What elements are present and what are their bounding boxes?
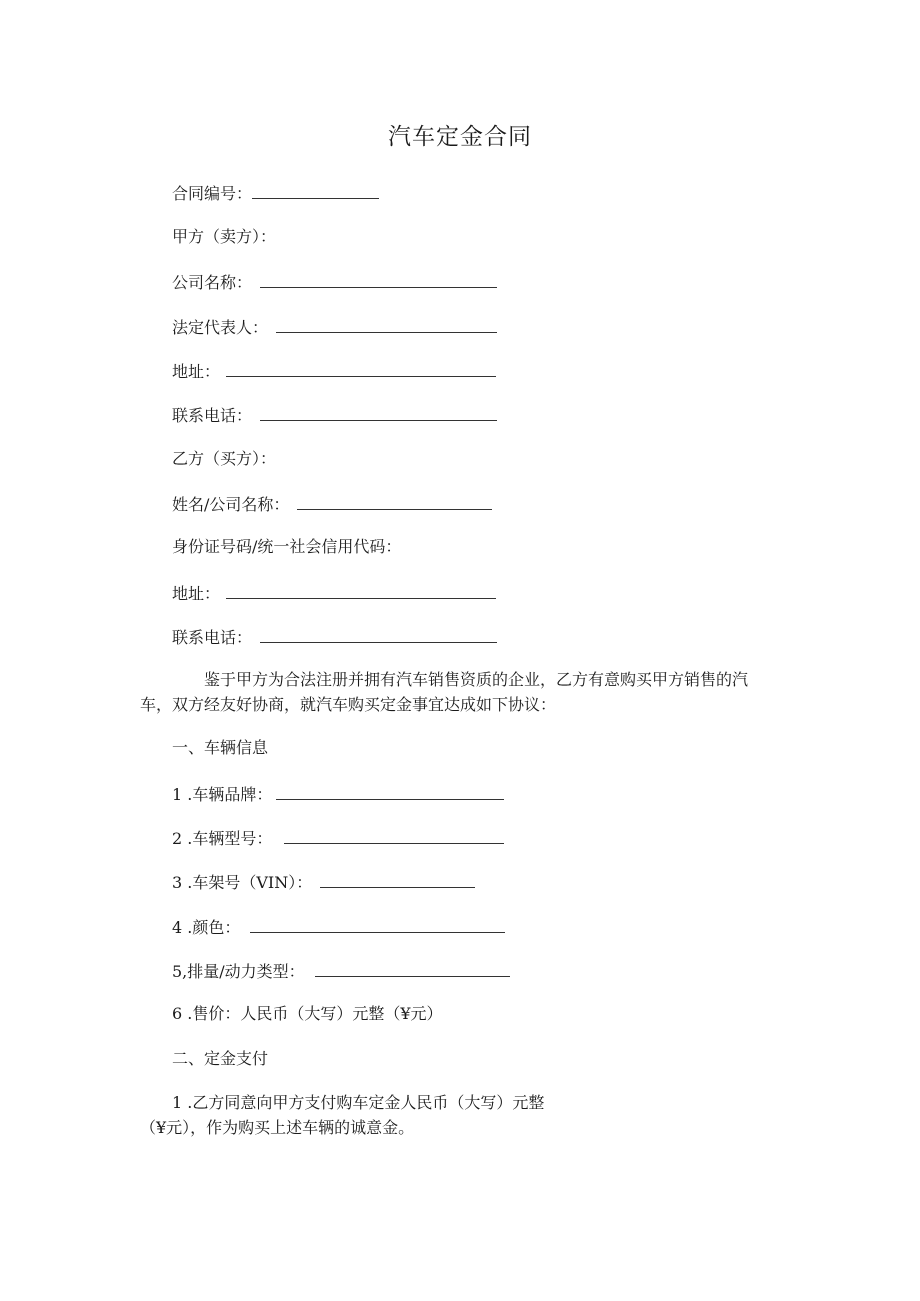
price-row: 6 .售价：人民币（大写）元整（¥元） xyxy=(172,1004,443,1023)
a-address-row xyxy=(172,360,496,382)
a-company-label: 公司名称： xyxy=(172,273,253,292)
b-address-blank[interactable] xyxy=(226,582,496,599)
a-address-label: 地址： xyxy=(172,362,221,381)
a-rep-blank[interactable] xyxy=(276,316,497,333)
payment-paragraph-line2: （¥元），作为购买上述车辆的诚意金。 xyxy=(140,1118,415,1137)
b-phone-label: 联系电话： xyxy=(172,628,253,647)
vin-blank[interactable] xyxy=(320,871,475,888)
intro-paragraph-line2: 车，双方经友好协商，就汽车购买定金事宜达成如下协议： xyxy=(140,695,557,714)
vehicle-brand-label: 1 .车辆品牌： xyxy=(172,785,273,804)
displacement-label: 5,排量/动力类型： xyxy=(172,962,305,981)
vehicle-brand-blank[interactable] xyxy=(276,783,504,800)
vehicle-model-label: 2 .车辆型号： xyxy=(172,829,273,848)
b-address-row xyxy=(172,582,496,604)
vehicle-brand-row xyxy=(172,783,504,805)
contract-no-blank[interactable] xyxy=(252,182,379,199)
b-name-blank[interactable] xyxy=(297,493,492,510)
section2-heading: 二、定金支付 xyxy=(172,1049,269,1068)
a-rep-row xyxy=(172,316,497,338)
b-name-row xyxy=(172,493,492,515)
a-company-blank[interactable] xyxy=(260,271,497,288)
b-name-label: 姓名/公司名称： xyxy=(172,495,290,514)
a-address-blank[interactable] xyxy=(226,360,496,377)
party-a-heading: 甲方（卖方）： xyxy=(172,227,277,246)
a-phone-row xyxy=(172,404,497,426)
color-blank[interactable] xyxy=(250,916,505,933)
vin-label: 3 .车架号（VIN）： xyxy=(172,873,313,892)
vehicle-model-row xyxy=(172,827,504,849)
color-label: 4 .颜色： xyxy=(172,918,241,937)
b-phone-blank[interactable] xyxy=(260,626,497,643)
a-phone-blank[interactable] xyxy=(260,404,497,421)
document-title: 汽车定金合同 xyxy=(388,124,532,150)
contract-no-label: 合同编号： xyxy=(172,184,253,203)
displacement-blank[interactable] xyxy=(315,960,510,977)
payment-paragraph-line1: 1 .乙方同意向甲方支付购车定金人民币（大写）元整 xyxy=(172,1093,545,1112)
a-company-row xyxy=(172,271,497,293)
displacement-row xyxy=(172,960,510,982)
vin-row xyxy=(172,871,475,893)
a-rep-label: 法定代表人： xyxy=(172,318,269,337)
intro-paragraph-line1: 鉴于甲方为合法注册并拥有汽车销售资质的企业，乙方有意购买甲方销售的汽 xyxy=(204,670,749,689)
contract-no-row xyxy=(172,182,379,204)
vehicle-model-blank[interactable] xyxy=(284,827,504,844)
b-phone-row xyxy=(172,626,497,648)
b-id-row: 身份证号码/统一社会信用代码： xyxy=(172,537,402,556)
party-b-heading: 乙方（买方）： xyxy=(172,449,277,468)
color-row xyxy=(172,916,505,938)
b-address-label: 地址： xyxy=(172,584,221,603)
section1-heading: 一、车辆信息 xyxy=(172,738,269,757)
a-phone-label: 联系电话： xyxy=(172,406,253,425)
